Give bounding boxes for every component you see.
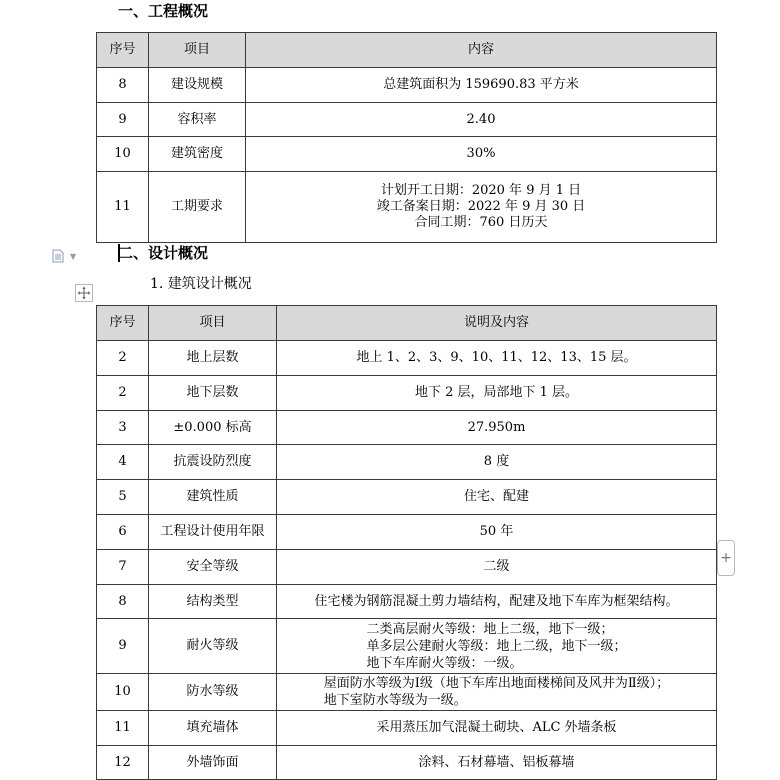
cell-content-text: 二类高层耐火等级：地上二级，地下一级； 单多层公建耐火等级：地上二级，地下一级； 地下车库耐火等级：一级。 (366, 621, 627, 671)
table-row (97, 376, 717, 411)
table-row (97, 68, 717, 103)
cell-content: 2.40 (246, 103, 717, 137)
cell-item: 抗震设防烈度 (149, 445, 277, 480)
table-row (97, 445, 717, 480)
dropdown-caret-icon[interactable]: ▼ (70, 252, 77, 261)
cell-item: 工程设计使用年限 (149, 515, 277, 550)
cell-content: 50 年 (277, 515, 717, 550)
cell-item: 工期要求 (149, 172, 246, 243)
cell-content: 8 度 (277, 445, 717, 480)
col-header-no: 序号 (97, 306, 149, 341)
table-row (97, 172, 717, 243)
document-icon[interactable] (52, 249, 64, 263)
cell-item: 地下层数 (149, 376, 277, 411)
col-header-content: 说明及内容 (277, 306, 717, 341)
cell-item: 容积率 (149, 103, 246, 137)
table-row (97, 674, 717, 711)
cell-item: 建设规模 (149, 68, 246, 103)
table-row (97, 480, 717, 515)
col-header-item: 项目 (149, 33, 246, 68)
cell-item: 建筑性质 (149, 480, 277, 515)
cell-no: 8 (97, 585, 149, 619)
cell-content (277, 619, 717, 674)
table-row (97, 341, 717, 376)
add-column-icon[interactable]: + (717, 540, 735, 576)
cell-no: 9 (97, 103, 149, 137)
table-row (97, 515, 717, 550)
project-overview-table (96, 32, 717, 243)
cell-item: 建筑密度 (149, 137, 246, 172)
cell-content: 二级 (277, 550, 717, 585)
cell-item: 防水等级 (149, 674, 277, 711)
cell-content: 采用蒸压加气混凝土砌块、ALC 外墙条板 (277, 711, 717, 746)
cell-item: 填充墙体 (149, 711, 277, 746)
cell-no: 10 (97, 137, 149, 172)
table-row (97, 411, 717, 445)
col-header-item: 项目 (149, 306, 277, 341)
cell-content (277, 674, 717, 711)
table-row (97, 585, 717, 619)
table-row (97, 711, 717, 746)
cell-item: 外墙饰面 (149, 746, 277, 780)
section2-subheading: 1. 建筑设计概况 (150, 276, 252, 292)
cell-item: ±0.000 标高 (149, 411, 277, 445)
cell-content: 涂料、石材幕墙、铝板幕墙 (277, 746, 717, 780)
col-header-no: 序号 (97, 33, 149, 68)
cell-no: 4 (97, 445, 149, 480)
cell-no: 12 (97, 746, 149, 780)
cell-content: 住宅、配建 (277, 480, 717, 515)
cell-no: 2 (97, 341, 149, 376)
cell-content: 27.950m (277, 411, 717, 445)
cell-no: 2 (97, 376, 149, 411)
table-move-handle-icon[interactable] (75, 284, 93, 302)
building-design-table (96, 305, 717, 780)
section1-heading: 一、工程概况 (118, 2, 209, 20)
table-row (97, 619, 717, 674)
cell-content: 总建筑面积为 159690.83 平方米 (246, 68, 717, 103)
cell-content: 30% (246, 137, 717, 172)
cell-content-text: 屋面防水等级为Ⅰ级（地下车库出地面楼梯间及风井为Ⅱ级）； 地下室防水等级为一级。 (323, 676, 670, 708)
cell-content: 住宅楼为钢筋混凝土剪力墙结构，配建及地下车库为框架结构。 (277, 585, 717, 619)
cell-content: 地下 2 层，局部地下 1 层。 (277, 376, 717, 411)
cell-item: 耐火等级 (149, 619, 277, 674)
cell-content (246, 172, 717, 243)
col-header-content: 内容 (246, 33, 717, 68)
cell-no: 5 (97, 480, 149, 515)
cell-item: 结构类型 (149, 585, 277, 619)
cell-item: 地上层数 (149, 341, 277, 376)
cell-content-text: 计划开工日期：2020 年 9 月 1 日 竣工备案日期：2022 年 9 月 30 日 合同工期：760 日历天 (376, 183, 586, 230)
cell-no: 3 (97, 411, 149, 445)
table-row (97, 137, 717, 172)
cell-no: 11 (97, 172, 149, 243)
cell-no: 11 (97, 711, 149, 746)
table-row (97, 550, 717, 585)
cell-content: 地上 1、2、3、9、10、11、12、13、15 层。 (277, 341, 717, 376)
cell-item: 安全等级 (149, 550, 277, 585)
cell-no: 8 (97, 68, 149, 103)
cell-no: 7 (97, 550, 149, 585)
section2-heading: 二、设计概况 (118, 244, 209, 262)
table-row (97, 103, 717, 137)
cell-no: 6 (97, 515, 149, 550)
cell-no: 9 (97, 619, 149, 674)
cell-no: 10 (97, 674, 149, 711)
table-row (97, 746, 717, 780)
